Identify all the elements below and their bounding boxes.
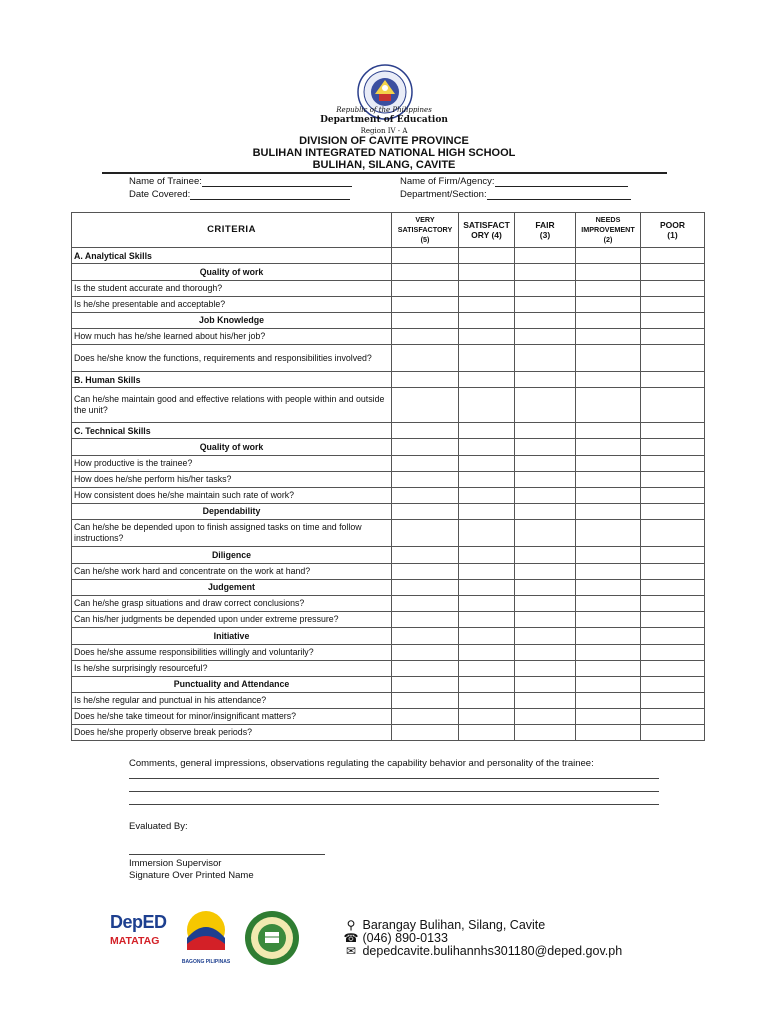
trainee-name-field[interactable] xyxy=(129,176,352,187)
table-row xyxy=(72,612,705,628)
section-heading: C. Technical Skills xyxy=(72,423,392,439)
rating-cell[interactable] xyxy=(576,345,641,372)
rating-cell xyxy=(641,264,705,281)
rating-cell[interactable] xyxy=(576,520,641,547)
rating-cell xyxy=(392,248,459,264)
rating-cell[interactable] xyxy=(515,563,576,579)
table-row xyxy=(72,248,705,264)
rating-cell xyxy=(459,579,515,596)
firm-label: Name of Firm/Agency: xyxy=(400,176,495,187)
table-row xyxy=(72,693,705,709)
rating-cell xyxy=(515,439,576,456)
criteria-header: CRITERIA xyxy=(72,213,392,248)
rating-cell[interactable] xyxy=(641,487,705,503)
rating-cell[interactable] xyxy=(641,329,705,345)
very-satisfactory-header: VERY SATISFACTORY (5) xyxy=(392,213,459,248)
rating-cell[interactable] xyxy=(576,725,641,741)
school-seal-icon xyxy=(244,910,300,966)
fair-header: FAIR (3) xyxy=(515,213,576,248)
deped-logo-text: DepED xyxy=(110,912,167,932)
rating-cell[interactable] xyxy=(392,709,459,725)
table-row xyxy=(72,345,705,372)
evaluated-by-label: Evaluated By: xyxy=(129,821,188,832)
rating-cell[interactable] xyxy=(459,725,515,741)
table-row xyxy=(72,312,705,329)
table-row xyxy=(72,296,705,312)
date-label: Date Covered: xyxy=(129,189,191,200)
rating-cell[interactable] xyxy=(515,345,576,372)
criterion-question: Is the student accurate and thorough? xyxy=(72,280,392,296)
rating-cell[interactable] xyxy=(515,388,576,423)
needs-improvement-header: NEEDS IMPROVEMENT (2) xyxy=(576,213,641,248)
rating-cell xyxy=(576,579,641,596)
table-row xyxy=(72,264,705,281)
rating-cell[interactable] xyxy=(459,693,515,709)
location-pin-icon: ⚲ xyxy=(346,918,356,932)
rating-cell[interactable] xyxy=(515,660,576,676)
table-row xyxy=(72,487,705,503)
rating-cell[interactable] xyxy=(576,596,641,612)
rating-cell xyxy=(576,628,641,645)
bagong-pilipinas-text: BAGONG PILIPINAS xyxy=(181,959,231,965)
rating-cell[interactable] xyxy=(576,455,641,471)
rating-cell[interactable] xyxy=(576,693,641,709)
rating-cell xyxy=(459,312,515,329)
rating-cell xyxy=(392,312,459,329)
comments-label: Comments, general impressions, observations regulating the capability behavior and personality of the trainee: xyxy=(129,758,594,769)
table-row xyxy=(72,329,705,345)
matatag-logo-text: MATATAG xyxy=(110,935,160,947)
rating-cell[interactable] xyxy=(459,296,515,312)
phone-text: (046) 890-0133 xyxy=(362,931,448,945)
rating-cell xyxy=(641,312,705,329)
rating-cell[interactable] xyxy=(576,660,641,676)
division-title: DIVISION OF CAVITE PROVINCE xyxy=(299,135,469,147)
criterion-question: Does he/she know the functions, requirements and responsibilities involved? xyxy=(72,345,392,372)
subsection-heading: Initiative xyxy=(72,628,392,645)
criterion-question: Is he/she regular and punctual in his attendance? xyxy=(72,693,392,709)
contact-email[interactable] xyxy=(343,944,622,958)
rating-cell[interactable] xyxy=(515,329,576,345)
rating-cell[interactable] xyxy=(576,612,641,628)
rating-cell xyxy=(459,423,515,439)
rating-cell[interactable] xyxy=(576,644,641,660)
rating-cell xyxy=(392,676,459,693)
rating-cell[interactable] xyxy=(641,388,705,423)
rating-cell[interactable] xyxy=(641,296,705,312)
rating-cell[interactable] xyxy=(515,471,576,487)
criterion-question: Is he/she surprisingly resourceful? xyxy=(72,660,392,676)
rating-cell xyxy=(392,628,459,645)
rating-cell xyxy=(392,547,459,564)
rating-cell xyxy=(576,372,641,388)
rating-cell[interactable] xyxy=(576,471,641,487)
rating-cell[interactable] xyxy=(576,329,641,345)
table-row xyxy=(72,280,705,296)
rating-cell[interactable] xyxy=(641,709,705,725)
table-row xyxy=(72,709,705,725)
rating-cell[interactable] xyxy=(459,388,515,423)
table-row xyxy=(72,439,705,456)
rating-cell[interactable] xyxy=(459,709,515,725)
criterion-question: Is he/she presentable and acceptable? xyxy=(72,296,392,312)
rating-cell xyxy=(576,676,641,693)
rating-cell[interactable] xyxy=(392,563,459,579)
evaluation-table xyxy=(71,212,705,741)
rating-cell[interactable] xyxy=(459,455,515,471)
rating-cell[interactable] xyxy=(641,612,705,628)
table-row xyxy=(72,388,705,423)
table-row xyxy=(72,455,705,471)
table-row xyxy=(72,644,705,660)
dept-label: Department/Section: xyxy=(400,189,487,200)
section-heading: B. Human Skills xyxy=(72,372,392,388)
satisfactory-header: SATISFACT ORY (4) xyxy=(459,213,515,248)
table-row xyxy=(72,628,705,645)
rating-cell[interactable] xyxy=(515,709,576,725)
rating-cell[interactable] xyxy=(392,471,459,487)
rating-cell[interactable] xyxy=(576,388,641,423)
rating-cell[interactable] xyxy=(392,455,459,471)
rating-cell[interactable] xyxy=(576,280,641,296)
subsection-heading: Diligence xyxy=(72,547,392,564)
rating-cell xyxy=(515,503,576,520)
school-title: BULIHAN INTEGRATED NATIONAL HIGH SCHOOL xyxy=(252,147,516,159)
supervisor-label: Immersion Supervisor xyxy=(129,858,222,869)
subsection-heading: Judgement xyxy=(72,579,392,596)
rating-cell[interactable] xyxy=(641,471,705,487)
rating-cell[interactable] xyxy=(459,596,515,612)
table-row xyxy=(72,372,705,388)
contact-phone xyxy=(343,931,448,945)
rating-cell[interactable] xyxy=(515,644,576,660)
region-line: Region IV - A xyxy=(360,127,408,135)
signature-line[interactable] xyxy=(129,854,325,855)
department-field[interactable] xyxy=(400,189,631,200)
rating-cell[interactable] xyxy=(459,280,515,296)
table-header-row xyxy=(72,213,705,248)
poor-header: POOR (1) xyxy=(641,213,705,248)
rating-cell[interactable] xyxy=(459,345,515,372)
rating-cell[interactable] xyxy=(515,487,576,503)
rating-cell[interactable] xyxy=(515,296,576,312)
table-row xyxy=(72,579,705,596)
rating-cell[interactable] xyxy=(392,612,459,628)
rating-cell[interactable] xyxy=(576,296,641,312)
contact-address xyxy=(343,918,545,932)
rating-cell xyxy=(515,248,576,264)
department-line: Department of Education xyxy=(320,115,448,125)
date-covered-field[interactable] xyxy=(129,189,350,200)
rating-cell xyxy=(641,628,705,645)
rating-cell[interactable] xyxy=(392,725,459,741)
rating-cell[interactable] xyxy=(392,280,459,296)
criterion-question: Does he/she assume responsibilities willingly and voluntarily? xyxy=(72,644,392,660)
rating-cell[interactable] xyxy=(515,455,576,471)
rating-cell[interactable] xyxy=(641,280,705,296)
rating-cell xyxy=(515,676,576,693)
rating-cell[interactable] xyxy=(392,520,459,547)
subsection-heading: Dependability xyxy=(72,503,392,520)
comment-line-3[interactable] xyxy=(129,804,659,805)
rating-cell xyxy=(459,628,515,645)
rating-cell xyxy=(641,439,705,456)
rating-cell xyxy=(392,503,459,520)
rating-cell[interactable] xyxy=(392,388,459,423)
signature-label: Signature Over Printed Name xyxy=(129,870,254,881)
criterion-question: How does he/she perform his/her tasks? xyxy=(72,471,392,487)
rating-cell[interactable] xyxy=(459,644,515,660)
rating-cell[interactable] xyxy=(515,280,576,296)
rating-cell[interactable] xyxy=(515,725,576,741)
rating-cell xyxy=(641,676,705,693)
table-row xyxy=(72,725,705,741)
comment-line-2[interactable] xyxy=(129,791,659,792)
rating-cell xyxy=(641,547,705,564)
rating-cell[interactable] xyxy=(392,296,459,312)
criterion-question: Does he/she properly observe break periods? xyxy=(72,725,392,741)
bagong-pilipinas-icon xyxy=(176,908,236,954)
table-row xyxy=(72,676,705,693)
rating-cell xyxy=(392,423,459,439)
criterion-question: Can he/she work hard and concentrate on the work at hand? xyxy=(72,563,392,579)
rating-cell[interactable] xyxy=(392,345,459,372)
rating-cell[interactable] xyxy=(392,487,459,503)
rating-cell xyxy=(515,312,576,329)
rating-cell[interactable] xyxy=(576,709,641,725)
subsection-heading: Quality of work xyxy=(72,439,392,456)
rating-cell xyxy=(515,628,576,645)
criterion-question: Can he/she be depended upon to finish assigned tasks on time and follow instructions? xyxy=(72,520,392,547)
rating-cell xyxy=(515,264,576,281)
school-address: BULIHAN, SILANG, CAVITE xyxy=(312,159,456,171)
rating-cell[interactable] xyxy=(459,660,515,676)
rating-cell[interactable] xyxy=(459,563,515,579)
rating-cell xyxy=(459,439,515,456)
rating-cell[interactable] xyxy=(641,455,705,471)
header-divider xyxy=(102,172,667,174)
rating-cell[interactable] xyxy=(459,612,515,628)
rating-cell xyxy=(459,264,515,281)
comment-line-1[interactable] xyxy=(129,778,659,779)
criterion-question: How consistent does he/she maintain such rate of work? xyxy=(72,487,392,503)
rating-cell xyxy=(459,547,515,564)
table-row xyxy=(72,520,705,547)
rating-cell xyxy=(576,503,641,520)
rating-cell[interactable] xyxy=(515,693,576,709)
rating-cell[interactable] xyxy=(392,660,459,676)
rating-cell xyxy=(392,579,459,596)
rating-cell[interactable] xyxy=(641,563,705,579)
rating-cell[interactable] xyxy=(641,725,705,741)
rating-cell xyxy=(641,503,705,520)
rating-cell xyxy=(576,423,641,439)
rating-cell[interactable] xyxy=(641,660,705,676)
rating-cell[interactable] xyxy=(459,520,515,547)
rating-cell[interactable] xyxy=(459,329,515,345)
rating-cell[interactable] xyxy=(459,471,515,487)
rating-cell[interactable] xyxy=(392,644,459,660)
rating-cell xyxy=(515,579,576,596)
table-row xyxy=(72,660,705,676)
address-text: Barangay Bulihan, Silang, Cavite xyxy=(362,918,546,932)
rating-cell[interactable] xyxy=(641,693,705,709)
rating-cell xyxy=(641,579,705,596)
table-row xyxy=(72,563,705,579)
email-text[interactable]: depedcavite.bulihannhs301180@deped.gov.ph xyxy=(362,944,623,958)
rating-cell xyxy=(576,248,641,264)
rating-cell xyxy=(459,503,515,520)
section-heading: A. Analytical Skills xyxy=(72,248,392,264)
rating-cell xyxy=(576,547,641,564)
rating-cell[interactable] xyxy=(576,563,641,579)
subsection-heading: Job Knowledge xyxy=(72,312,392,329)
table-row xyxy=(72,471,705,487)
subsection-heading: Punctuality and Attendance xyxy=(72,676,392,693)
phone-icon: ☎ xyxy=(343,931,359,945)
rating-cell xyxy=(641,372,705,388)
criterion-question: How much has he/she learned about his/her job? xyxy=(72,329,392,345)
rating-cell[interactable] xyxy=(392,329,459,345)
rating-cell xyxy=(515,547,576,564)
republic-line: Republic of the Philippines xyxy=(336,106,432,114)
rating-cell[interactable] xyxy=(576,487,641,503)
rating-cell[interactable] xyxy=(459,487,515,503)
rating-cell xyxy=(515,423,576,439)
table-row xyxy=(72,596,705,612)
rating-cell xyxy=(515,372,576,388)
rating-cell xyxy=(459,372,515,388)
rating-cell xyxy=(641,248,705,264)
rating-cell[interactable] xyxy=(515,612,576,628)
rating-cell[interactable] xyxy=(392,693,459,709)
criterion-question: Can his/her judgments be depended upon under extreme pressure? xyxy=(72,612,392,628)
rating-cell[interactable] xyxy=(515,596,576,612)
rating-cell xyxy=(459,676,515,693)
trainee-label: Name of Trainee: xyxy=(129,176,202,187)
criterion-question: Does he/she take timeout for minor/insignificant matters? xyxy=(72,709,392,725)
criterion-question: Can he/she maintain good and effective relations with people within and outside the unit? xyxy=(72,388,392,423)
rating-cell xyxy=(641,423,705,439)
rating-cell[interactable] xyxy=(515,520,576,547)
criterion-question: Can he/she grasp situations and draw correct conclusions? xyxy=(72,596,392,612)
table-row xyxy=(72,547,705,564)
rating-cell xyxy=(392,372,459,388)
table-row xyxy=(72,503,705,520)
rating-cell[interactable] xyxy=(641,345,705,372)
deped-matatag-logo xyxy=(110,912,172,964)
rating-cell[interactable] xyxy=(641,644,705,660)
email-icon: ✉ xyxy=(345,944,357,958)
rating-cell[interactable] xyxy=(641,596,705,612)
rating-cell xyxy=(576,312,641,329)
table-row xyxy=(72,423,705,439)
firm-name-field[interactable] xyxy=(400,176,628,187)
rating-cell[interactable] xyxy=(641,520,705,547)
subsection-heading: Quality of work xyxy=(72,264,392,281)
rating-cell xyxy=(576,264,641,281)
rating-cell xyxy=(459,248,515,264)
rating-cell xyxy=(392,264,459,281)
rating-cell xyxy=(392,439,459,456)
criterion-question: How productive is the trainee? xyxy=(72,455,392,471)
rating-cell[interactable] xyxy=(392,596,459,612)
rating-cell xyxy=(576,439,641,456)
bagong-pilipinas-logo xyxy=(176,908,236,964)
